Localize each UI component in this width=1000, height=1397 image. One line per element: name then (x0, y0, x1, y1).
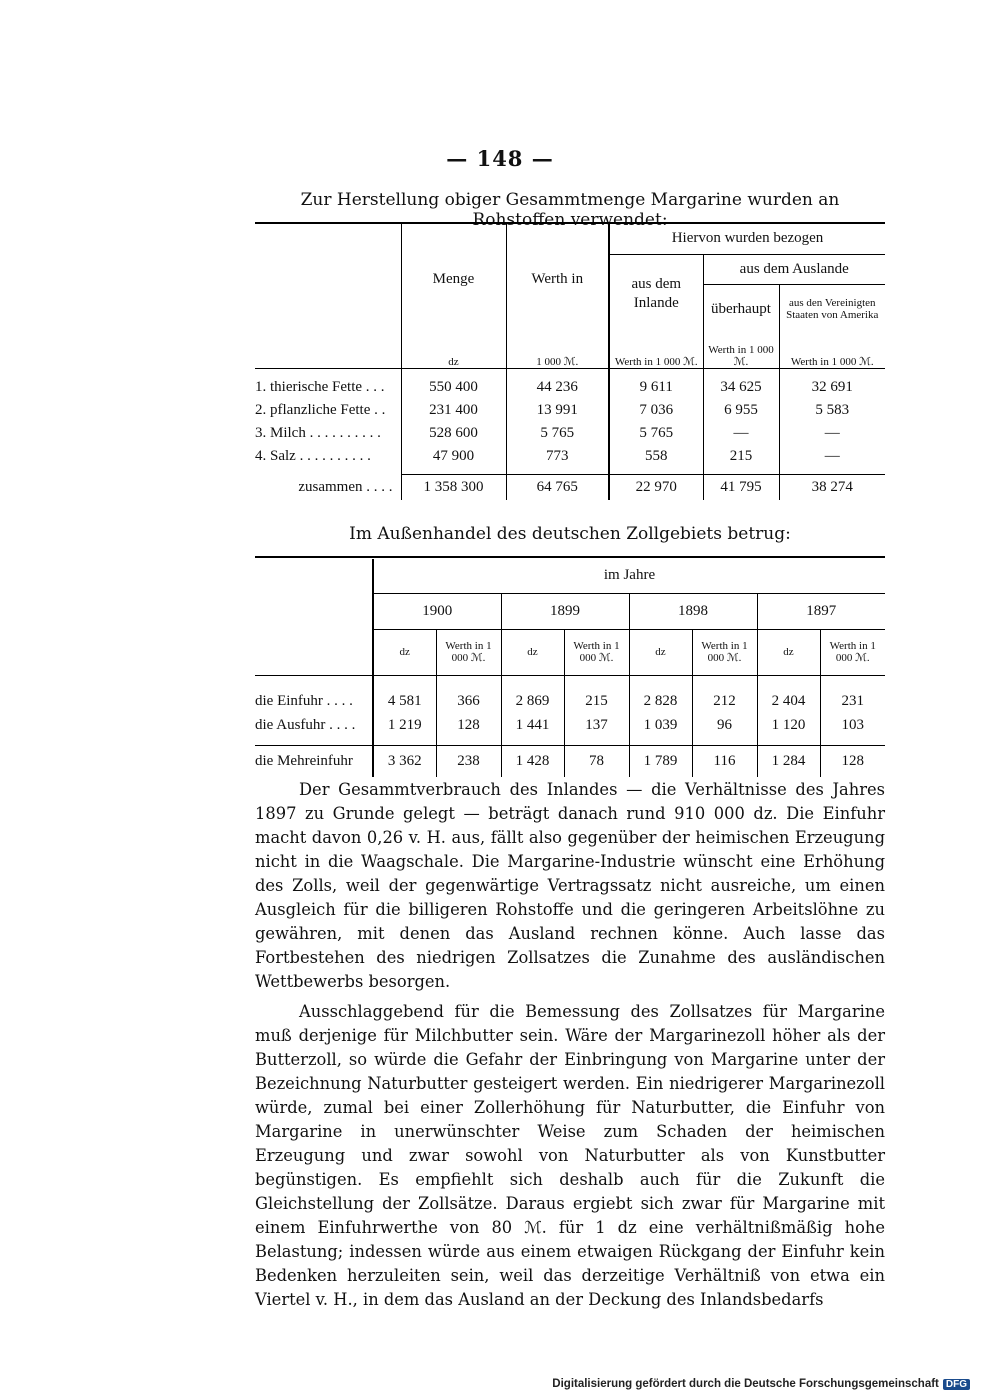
table-row: die Ausfuhr . . . . 1 219 128 1 441 137 1 039 96 1 120 103 (255, 713, 885, 737)
year-1898: 1898 (629, 593, 757, 629)
year-1897: 1897 (757, 593, 885, 629)
foreign-trade-table: im Jahre 1900 1899 1898 1897 dz Werth in 1 000 ℳ. dz Werth in 1 000 ℳ. dz Werth in 1 000 ℳ. dz Werth in 1 000 ℳ. die Einfuhr . . . . 4 581 366 2 869 215 2 828 212 2 404 231 die Ausfuhr . . . . 1 219 128 1 441 137 1 039 96 1 120 103 die Mehreinfuhr 3 362 238 1 428 78 1 789 116 1 284 128 (255, 556, 885, 777)
unit-werth: 1 000 ℳ. (506, 334, 609, 368)
col-ueberhaupt: überhaupt (703, 284, 779, 334)
unit-amerika: Werth in 1 000 ℳ. (779, 334, 885, 368)
year-1900: 1900 (373, 593, 501, 629)
table-total-row: die Mehreinfuhr 3 362 238 1 428 78 1 789 116 1 284 128 (255, 745, 885, 777)
unit-dz: dz (401, 334, 506, 368)
col-auslande: aus dem Auslande (703, 254, 885, 284)
body-text (255, 778, 885, 1312)
col-im-jahre: im Jahre (373, 559, 885, 593)
col-werth: Werth in (506, 224, 609, 334)
table-row: 2. pflanzliche Fette . . 231 400 13 991 7 036 6 955 5 583 (255, 399, 885, 422)
table-row: 3. Milch . . . . . . . . . . 528 600 5 765 5 765 — — (255, 422, 885, 445)
paragraph: Der Gesammtverbrauch des Inlandes — die Verhältnisse des Jahres 1897 zu Grunde gelegt — beträgt danach rund 910 000 dz. Die Einfuhr macht davon 0,26 v. H. aus, fällt also gegenüber der heimischen Erzeugung nicht in die Waagschale. Die Margarine-Industrie wünscht eine Erhöhung des Zolls, weil der gegenwärtige Vertragssatz nicht ausreiche, um einen Ausgleich für die billigeren Rohstoffe und die geringeren Arbeitslöhne zu gewähren, mit denen das Ausland rechnen könne. Auch lasse das Fortbestehen des niedrigen Zollsatzes die Zunahme des ausländischen Wettbewerbs besorgen. (255, 780, 885, 991)
table-row: 4. Salz . . . . . . . . . . 47 900 773 558 215 — (255, 445, 885, 468)
col-hiervon: Hiervon wurden bezogen (609, 224, 885, 254)
dfg-logo-icon: DFG (943, 1379, 970, 1390)
footer-text: Digitalisierung gefördert durch die Deutsche Forschungsgemeinschaft (552, 1378, 939, 1390)
table-row: die Einfuhr . . . . 4 581 366 2 869 215 2 828 212 2 404 231 (255, 689, 885, 713)
table1-caption: Zur Herstellung obiger Gesammtmenge Margarine wurden an Rohstoffen verwendet: (300, 190, 840, 230)
table-row: 1. thierische Fette . . . 550 400 44 236 9 611 34 625 32 691 (255, 376, 885, 399)
page-number: — 148 — (446, 146, 554, 171)
paragraph: Ausschlaggebend für die Bemessung des Zollsatzes für Margarine muß derjenige für Milchbutter sein. Wäre der Margarinezoll höher als der Butterzoll, so würde die Gefahr der Einbringung von Margarine unter der Bezeichnung Naturbutter gesteigert werden. Ein niedrigerer Margarinezoll würde, zumal bei einer Zollerhöhung für Naturbutter, die Einfuhr von Margarine in unerwünschter Weise zum Schaden der heimischen Erzeugung und zwar sowohl von Naturbutter als von Kunstbutter begünstigen. Es empfiehlt sich deshalb auch für die Zukunft die Gleichstellung der Zollsätze. Daraus ergiebt sich zwar für Margarine mit einem Einfuhrwerthe von 80 ℳ. für 1 dz eine verhältnißmäßig hohe Belastung; indessen würde aus einem etwaigen Rückgang der Einfuhr kein Bedenken herzuleiten sein, weil das derzeitige Verhältniß von etwa ein Viertel v. H., in dem das Ausland an der Deckung des Inlandsbedarfs (255, 1002, 885, 1309)
footer-credit (552, 1378, 970, 1390)
unit-inlande: Werth in 1 000 ℳ. (609, 334, 703, 368)
col-amerika: aus den Vereinigten Staaten von Amerika (779, 284, 885, 334)
year-1899: 1899 (501, 593, 629, 629)
unit-ueberhaupt: Werth in 1 000 ℳ. (703, 334, 779, 368)
col-inlande: aus dem Inlande (609, 254, 703, 334)
table2-caption: Im Außenhandel des deutschen Zollgebiets betrug: (349, 524, 791, 544)
col-menge: Menge (401, 224, 506, 334)
raw-materials-table (255, 222, 885, 500)
table-total-row: zusammen . . . . 1 358 300 64 765 22 970 41 795 38 274 (255, 474, 885, 500)
